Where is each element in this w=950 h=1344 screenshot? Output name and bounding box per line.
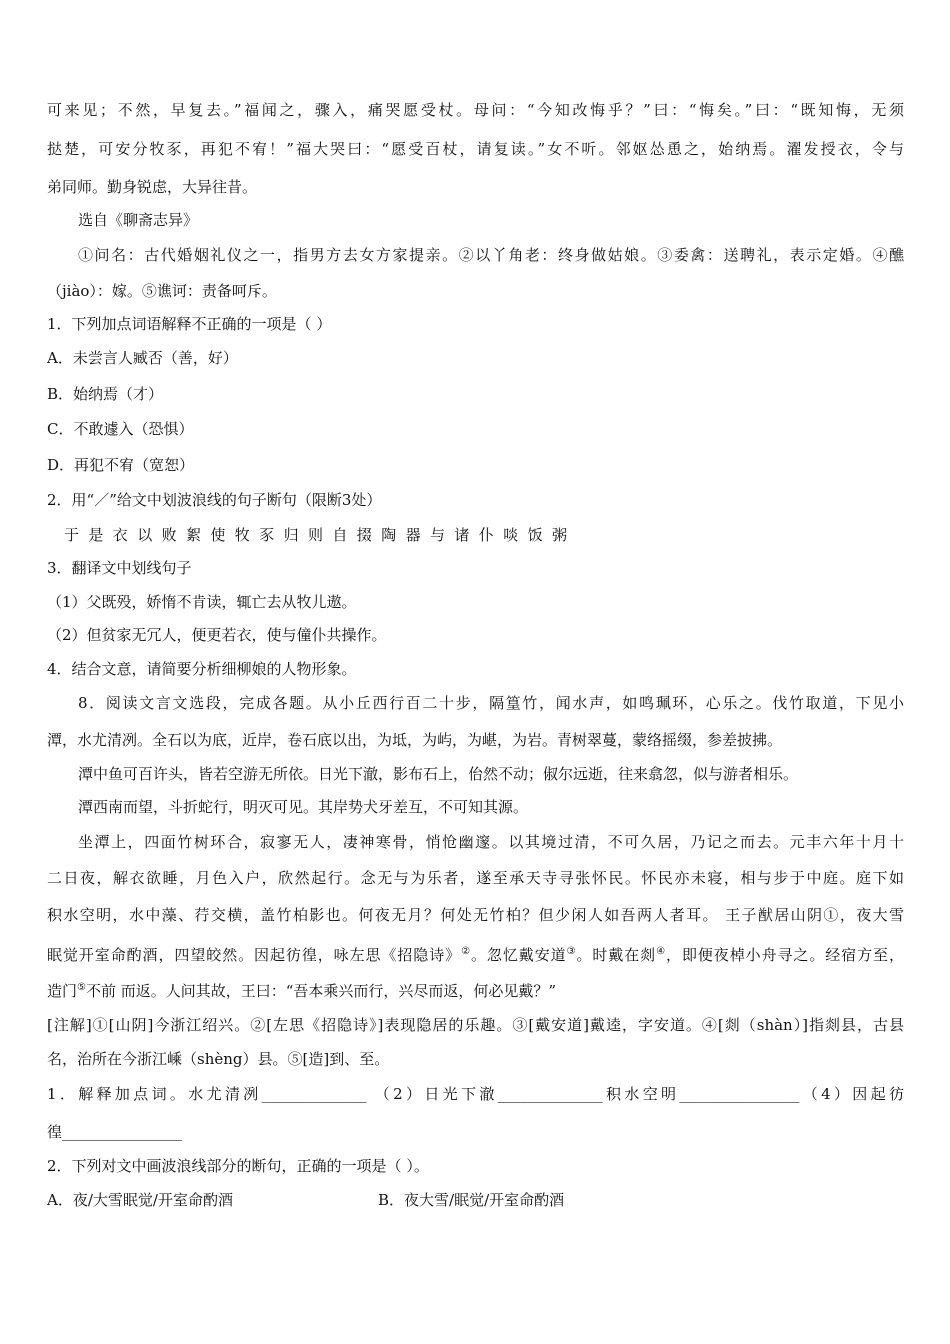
q8-annotation-line-2: 名，治所在今浙江嵊（shèng）县。⑤[造]到、至。: [47, 1050, 390, 1068]
q8-sub2-option-b: B．夜大雪/眠觉/开室命酌酒: [378, 1191, 565, 1209]
q2-sentence: 于是衣以败絮使牧豕归则自掇陶器与诸仆啖饭粥: [64, 526, 577, 544]
q1-option-d: D．再犯不宥（宽恕）: [47, 456, 195, 474]
q8-para-4-line-3: 积水空明，水中藻、荇交横，盖竹柏影也。何夜无月？何处无竹柏？但少闲人如吾两人者耳。 王子猷居山阴①，夜大雪: [47, 906, 904, 924]
footnote-marker-2: ②: [461, 946, 471, 957]
line-4-text-a: 眠觉开室命酌酒，四望皎然。因起彷徨，咏左思《招隐诗》: [47, 946, 462, 964]
passage-source: 选自《聊斋志异》: [78, 211, 199, 229]
line-5-text-a: 造门: [47, 982, 78, 1000]
q8-para-4-line-4: [47, 942, 904, 965]
q8-intro-line-1: 8．阅读文言文选段，完成各题。从小丘西行百二十步，隔篁竹，闻水声，如鸣珮环，心乐之。伐竹取道，下见小: [78, 694, 904, 712]
q4-stem: 4．结合文意，请简要分析细柳娘的人物形象。: [47, 660, 357, 678]
line-5-text-b: 不前 而返。人问其故，王曰：“吾本乘兴而行，兴尽而返，何必见戴？”: [85, 982, 557, 1000]
q8-intro-line-2: 潭，水尤清冽。全石以为底，近岸，卷石底以出，为坻，为屿，为嵁，为岩。青树翠蔓，蒙络摇缀，参差披拂。: [47, 731, 783, 749]
q8-sub2-option-a: A．夜/大雪眠觉/开室命酌酒: [47, 1191, 233, 1209]
q8-sub1-line-2: 徨________________: [47, 1123, 183, 1141]
footnote-marker-4: ④: [656, 946, 667, 957]
q3-stem: 3．翻译文中划线句子: [47, 559, 192, 577]
q8-sub2-stem: 2．下列对文中画波浪线部分的断句，正确的一项是（ ）。: [47, 1157, 429, 1175]
q1-option-a: A．未尝言人臧否（善，好）: [47, 349, 238, 367]
line-4-text-b: 。忽忆戴安道: [471, 946, 567, 964]
q3-item-2: （2）但贫家无冗人，便更若衣，使与僮仆共操作。: [47, 626, 387, 644]
q8-sub1-line-1: 1．解释加点词。水尤清冽______________ （2）日光下澈______________积水空明________________（4）因起彷: [47, 1085, 904, 1103]
q8-annotation-line-1: [注解]①[山阴]今浙江绍兴。②[左思《招隐诗》]表现隐居的乐趣。③[戴安道]戴逵，字安道。④[剡（shàn）]指剡县，古县: [47, 1016, 904, 1034]
passage-line-3: 弟同师。勤身锐虑，大异往昔。: [47, 178, 258, 196]
q8-para-4-line-1: 坐潭上，四面竹树环合，寂寥无人，凄神寒骨，悄怆幽邃。以其境过清，不可久居，乃记之而去。元丰六年十月十: [78, 833, 904, 851]
q8-para-4-line-2: 二日夜，解衣欲睡，月色入户，欣然起行。念无与为乐者，遂至承天寺寻张怀民。怀民亦未寝，相与步于中庭。庭下如: [47, 869, 904, 887]
q2-stem: 2．用“／”给文中划波浪线的句子断句（限断3处）: [47, 491, 382, 509]
q8-para-3: 潭西南而望，斗折蛇行，明灭可见。其岸势犬牙差互，不可知其源。: [78, 798, 529, 816]
passage-note-line-2: （jiào）：嫁。⑤谯诃：责备呵斥。: [47, 282, 277, 300]
q8-para-4-line-5: [47, 978, 556, 1001]
passage-note-line-1: ①问名：古代婚姻礼仪之一，指男方去女方家提亲。②以丫角老：终身做姑娘。③委禽：送聘礼，表示定婚。④醮: [78, 246, 904, 264]
passage-line-1: 可来见；不然，早复去。”福闻之，骤入，痛哭愿受杖。母问：“今知改悔乎？”曰：“悔矣。”曰：“既知悔，无须: [47, 101, 904, 119]
line-4-text-d: ，即便夜棹小舟寻之。经宿方至，: [666, 946, 904, 964]
footnote-marker-3: ③: [566, 946, 577, 957]
q1-option-b: B．始纳焉（才）: [47, 385, 164, 403]
q8-para-2: 潭中鱼可百许头，皆若空游无所依。日光下澈，影布石上，佁然不动；俶尔远逝，往来翕忽，似与游者相乐。: [78, 765, 799, 783]
footnote-marker-5: ⑤: [77, 982, 86, 993]
line-4-text-c: 。时戴在剡: [576, 946, 657, 964]
q1-option-c: C．不敢遽入（恐惧）: [47, 420, 194, 438]
q3-item-1: （1）父既殁，娇惰不肯读，辄亡去从牧儿遨。: [47, 593, 357, 611]
q1-stem: 1．下列加点词语解释不正确的一项是（ ）: [47, 315, 332, 333]
passage-line-2: 挞楚，可安分牧豕，再犯不宥！”福大哭曰：“愿受百杖，请复读。”女不听。邻妪怂恿之，始纳焉。濯发授衣，令与: [47, 140, 904, 158]
